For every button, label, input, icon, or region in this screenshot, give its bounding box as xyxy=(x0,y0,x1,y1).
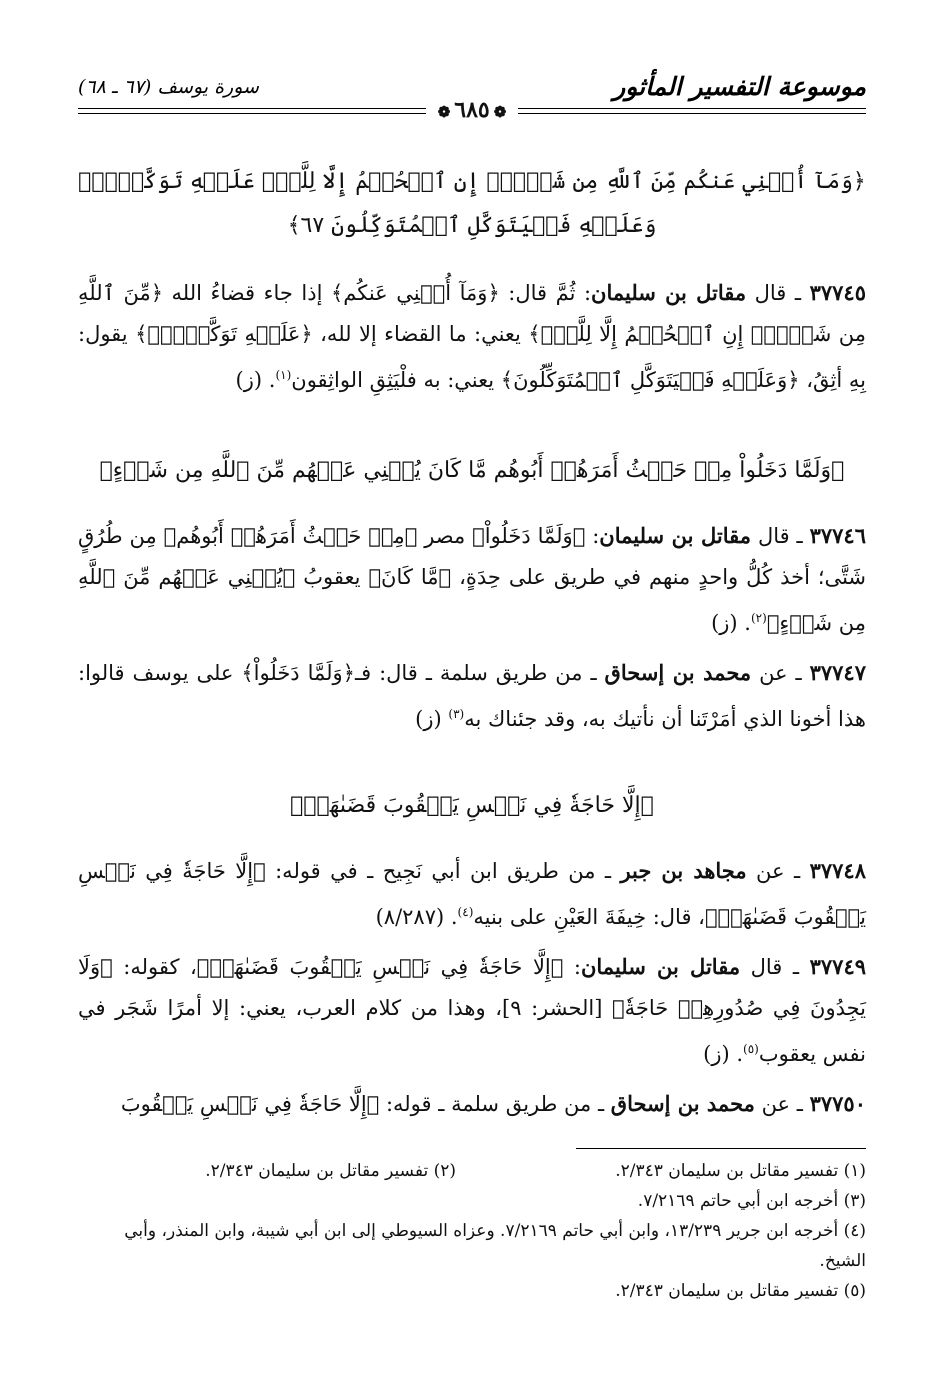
narration-entry xyxy=(78,652,866,740)
footnote-5: (٥) تفسير مقاتل بن سليمان ٢/٣٤٣. xyxy=(615,1281,866,1301)
ornament-icon: ❁ xyxy=(493,103,507,121)
entry-text: ـ من طريق سلمة ـ قال: فـ﴿وَلَمَّا دَخَلُواْ﴾ على يوسف قالوا: هذا أخونا الذي أمَرْتَنا أن نأتيك به، وقد جئناك به xyxy=(78,661,866,731)
entry-intro: ـ قال xyxy=(751,524,810,548)
narration-entry xyxy=(78,946,866,1075)
footnote-ref: (٤) xyxy=(457,905,474,919)
book-title: موسوعة التفسير المأثور xyxy=(613,72,866,101)
narration-entry xyxy=(78,850,866,938)
entry-intro: ـ عن xyxy=(746,859,810,883)
footnote-3: (٣) أخرجه ابن أبي حاتم ٧/٢١٦٩. xyxy=(637,1191,866,1211)
entry-number: ٣٧٧٥٠ xyxy=(809,1091,866,1116)
ornament-icon: ❁ xyxy=(437,103,451,121)
page-number-box xyxy=(426,97,519,123)
narrator-name: مقاتل بن سليمان xyxy=(599,523,752,548)
footnote-ref: (٣) xyxy=(448,707,465,721)
verse-heading: ﴿إِلَّا حَاجَةٗ فِي نَفۡسِ يَعۡقُوبَ قَضَىٰهَاۚ﴾ xyxy=(290,793,654,818)
entry-number: ٣٧٧٤٧ xyxy=(809,660,866,685)
footnote-ref: (٢) xyxy=(750,611,767,625)
narrator-name: مجاهد بن جبر xyxy=(620,858,747,883)
entry-number: ٣٧٧٤٩ xyxy=(809,954,867,979)
footnote-ref: (١) xyxy=(275,368,292,382)
entry-intro: ـ قال xyxy=(740,955,810,979)
page-number-wrap xyxy=(0,97,944,123)
footnote-row xyxy=(78,1156,866,1186)
entry-text: ـ من طريق ابن أبي نَجِيح ـ في قوله: ﴿إِلَّا حَاجَةٗ فِي نَفۡسِ يَعۡقُوبَ قَضَىٰهَاۚ﴾، قال: خِيفَةَ العَيْنِ على بنيه xyxy=(78,859,866,929)
verse-heading: ﴿وَمَآ أُغۡنِي عَنكُم مِّنَ ٱللَّهِ مِن شَيۡءٍۖ إِنِ ٱلۡحُكۡمُ إِلَّا لِلَّهِۖ عَلَيۡهِ تَوَكَّلۡتُۖ وَعَلَيۡهِ فَلۡيَتَوَكَّلِ ٱلۡمُتَوَكِّلُونَ ٦٧﴾ xyxy=(78,169,866,238)
narrator-name: محمد بن إسحاق xyxy=(604,660,752,685)
entry-number: ٣٧٧٤٨ xyxy=(809,858,866,883)
narration-entry xyxy=(78,1083,866,1125)
footnotes xyxy=(78,1156,866,1306)
footnote-2: (٢) تفسير مقاتل بن سليمان ٢/٣٤٣. xyxy=(205,1161,456,1181)
footnote-1: (١) تفسير مقاتل بن سليمان ٢/٣٤٣. xyxy=(615,1161,866,1181)
entry-intro: ـ قال xyxy=(746,281,810,305)
entry-tail: . (ز) xyxy=(711,611,751,635)
footnote-4: (٤) أخرجه ابن جرير ١٣/٢٣٩، وابن أبي حاتم ٧/٢١٦٩. وعزاه السيوطي إلى ابن أبي شيبة، وابن المنذر، وأبي الشيخ. xyxy=(124,1221,866,1271)
entry-text: : ﴿إِلَّا حَاجَةٗ فِي نَفۡسِ يَعۡقُوبَ قَضَىٰهَاۚ﴾، كقوله: ﴿وَلَا يَجِدُونَ فِي صُدُورِهِمۡ حَاجَةٗ﴾ [الحشر: ٩]، وهذا من كلام العرب، يعني: إلا أمرًا شَجَر في نفس يعقوب xyxy=(78,955,867,1066)
main-content xyxy=(78,160,866,1133)
footnote-separator xyxy=(576,1148,866,1149)
entry-tail: (ز) xyxy=(415,707,449,731)
entry-intro: ـ عن xyxy=(751,661,810,685)
surah-title: سورة يوسف (٦٧ ـ ٦٨) xyxy=(78,76,259,98)
narration-entry xyxy=(78,272,866,401)
entry-tail: . (٨/٢٨٧) xyxy=(375,905,458,929)
narrator-name: محمد بن إسحاق xyxy=(610,1091,755,1116)
entry-text: ـ من طريق سلمة ـ قوله: ﴿إِلَّا حَاجَةٗ فِي نَفۡسِ يَعۡقُوبَ xyxy=(120,1092,611,1116)
entry-number: ٣٧٧٤٥ xyxy=(809,280,866,305)
narration-entry xyxy=(78,515,866,644)
entry-text: : ثُمَّ قال: ﴿وَمَآ أُغۡنِي عَنكُم﴾ إذا جاء قضاءُ الله ﴿مِّنَ ٱللَّهِ مِن شَيۡءٍۖ إِنِ ٱلۡحُكۡمُ إِلَّا لِلَّهِۖ﴾ يعني: ما القضاء إلا لله، ﴿عَلَيۡهِ تَوَكَّلۡتُۖ﴾ يقول: بِهِ أثِقُ، ﴿وَعَلَيۡهِ فَلۡيَتَوَكَّلِ ٱلۡمُتَوَكِّلُونَ﴾ يعني: به فلْيَثِقِ الواثِقون xyxy=(78,281,866,392)
narrator-name: مقاتل بن سليمان xyxy=(591,280,747,305)
footnote-ref: (٥) xyxy=(743,1042,759,1056)
entry-text: : ﴿وَلَمَّا دَخَلُواْ﴾ مصر ﴿مِنۡ حَيۡثُ أَمَرَهُمۡ أَبُوهُم﴾ مِن طُرُقٍ شَتَّى؛ أخذ كُلُّ واحدٍ منهم في طريق على حِدَةٍ، ﴿مَّا كَانَ﴾ يعقوبُ ﴿يُغۡنِي عَنۡهُم مِّنَ ٱللَّهِ مِن شَيۡءٍ﴾ xyxy=(78,524,866,635)
page-number: ٦٨٥ xyxy=(454,97,490,123)
entry-tail: . (ز) xyxy=(703,1042,744,1066)
verse-heading: ﴿وَلَمَّا دَخَلُواْ مِنۡ حَيۡثُ أَمَرَهُمۡ أَبُوهُم مَّا كَانَ يُغۡنِي عَنۡهُم مِّنَ ٱللَّهِ مِن شَيۡءٍ﴾ xyxy=(99,458,845,483)
entry-number: ٣٧٧٤٦ xyxy=(809,523,866,548)
entry-tail: . (ز) xyxy=(235,368,276,392)
entry-intro: ـ عن xyxy=(754,1092,810,1116)
narrator-name: مقاتل بن سليمان xyxy=(580,954,741,979)
